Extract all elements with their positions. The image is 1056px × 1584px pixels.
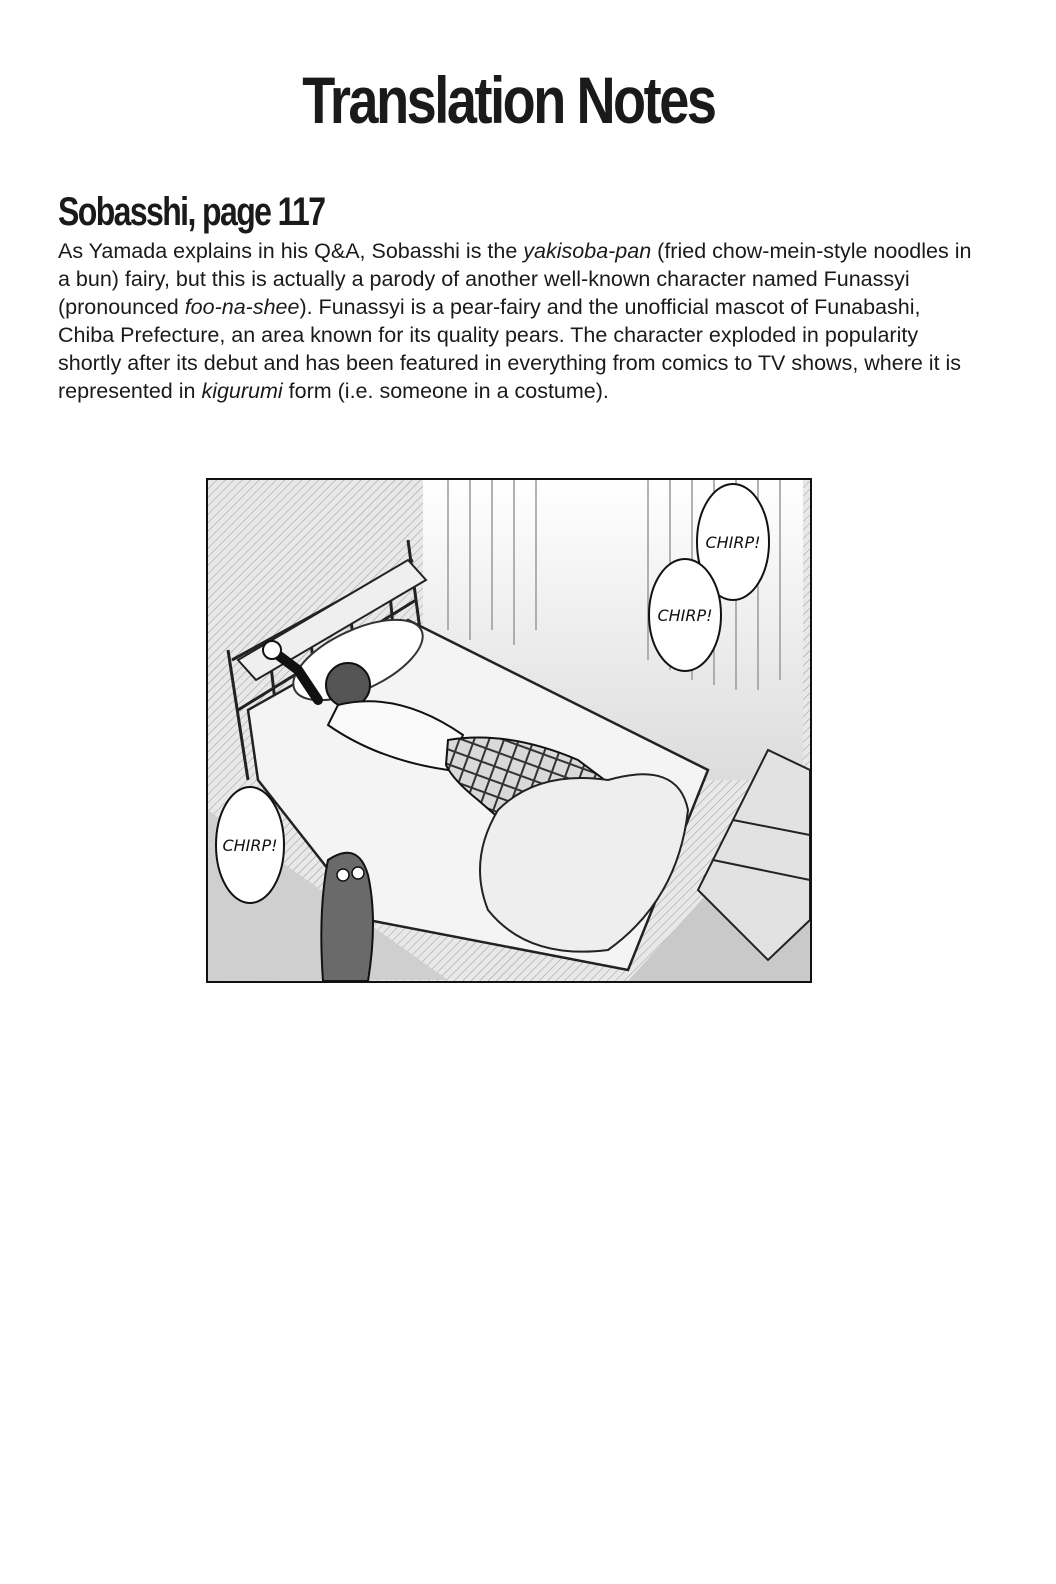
body-text-3: ). Funassyi is a pear-fairy and the unofficial mascot of Funabashi, Chiba Prefecture, an area known for its quality pears. The character exploded in popularity shortly after its debut and has been featured in everything from comics to TV shows, where it is represented in <box>58 295 962 403</box>
bubble-text-2: CHIRP! <box>657 606 713 625</box>
body-italic-3: kigurumi <box>201 379 283 403</box>
bubble-text-3: CHIRP! <box>222 836 278 855</box>
note-body <box>58 237 978 405</box>
body-text-1: As Yamada explains in his Q&A, Sobasshi is the <box>58 239 524 263</box>
bubble-text-1: CHIRP! <box>705 533 761 552</box>
body-text-2: (fried chow-mein-style noodles in a bun) fairy, but this is actually a parody of another well-known character named Funassyi (pronounced <box>58 239 972 319</box>
note-heading: Sobasshi, page 117 <box>58 190 325 234</box>
page-title: Translation Notes <box>302 63 715 137</box>
sobasshi-mascot <box>321 853 373 981</box>
manga-panel-illustration <box>206 478 812 983</box>
body-italic-1: yakisoba-pan <box>523 239 652 263</box>
body-text-4: form (i.e. someone in a costume). <box>282 379 609 403</box>
speech-bubble-2 <box>649 559 721 671</box>
speech-bubble-3 <box>216 787 284 903</box>
body-italic-2: foo-na-shee <box>184 295 300 319</box>
manga-panel-drawing <box>208 480 810 981</box>
